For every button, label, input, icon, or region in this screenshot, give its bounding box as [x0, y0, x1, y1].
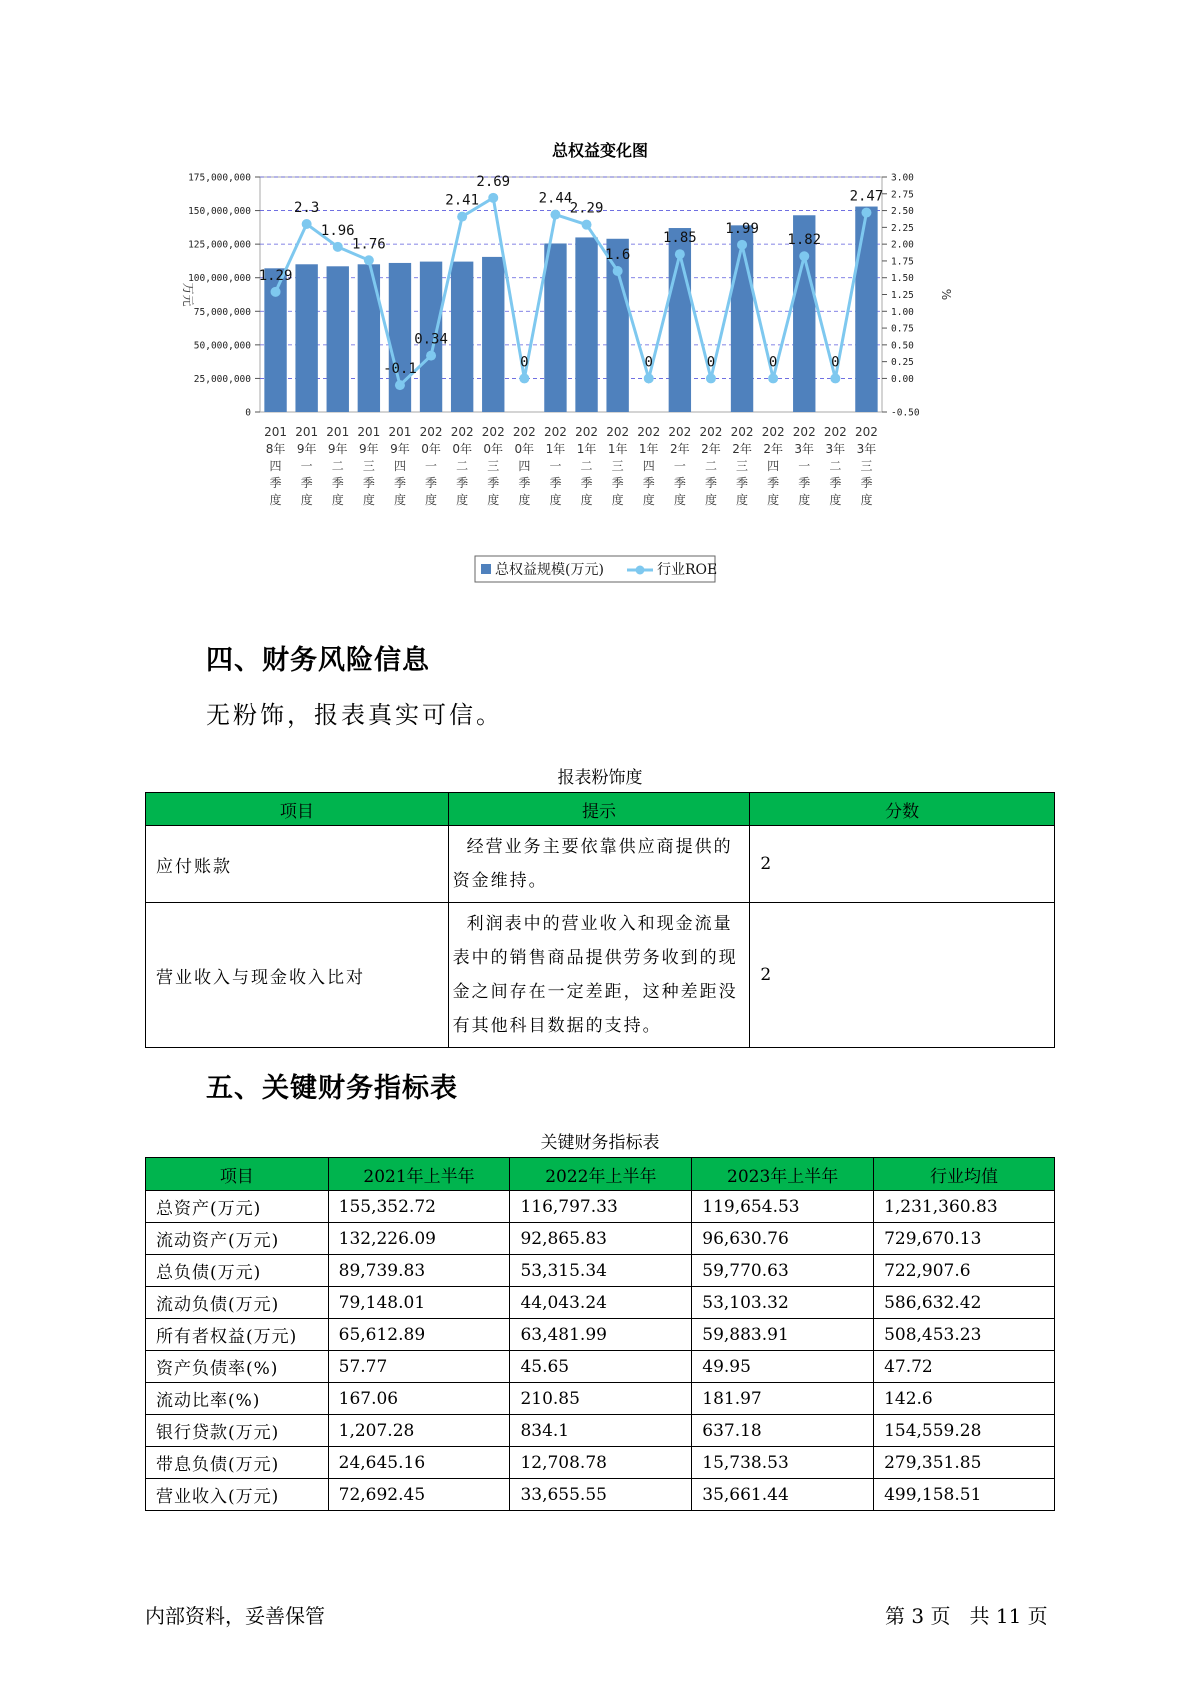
x-tick-label: 二: [580, 459, 593, 473]
kpi-value-cell: 72,692.45: [328, 1479, 510, 1511]
y-right-tick-label: 1.25: [891, 290, 914, 301]
x-tick-label: 二: [331, 459, 344, 473]
x-tick-label: 2年: [701, 442, 721, 456]
roe-data-label: 2.69: [476, 173, 511, 190]
x-tick-label: 3年: [856, 442, 877, 456]
x-tick-label: 3年: [825, 442, 846, 456]
x-tick-label: 202: [450, 425, 474, 439]
roe-point: [799, 251, 809, 261]
x-tick-label: 2年: [763, 442, 783, 456]
x-tick-label: 202: [792, 425, 816, 439]
kpi-value-cell: 89,739.83: [328, 1255, 510, 1287]
x-tick-label: 四: [269, 459, 282, 473]
roe-point: [488, 193, 498, 203]
table-header-cell: 行业均值: [874, 1158, 1055, 1191]
roe-point: [613, 266, 623, 276]
x-tick-label: 2年: [732, 442, 752, 456]
x-tick-label: 季: [580, 476, 593, 490]
x-tick-label: 三: [611, 459, 624, 473]
roe-data-label: 0.34: [414, 331, 448, 348]
roe-point: [830, 373, 840, 383]
x-tick-label: 3年: [794, 442, 815, 456]
table-row: [146, 1255, 1055, 1287]
kpi-label-cell: 所有者权益(万元): [146, 1319, 329, 1351]
table-header-cell: 2022年上半年: [510, 1158, 692, 1191]
y-right-tick-label: 2.50: [891, 206, 914, 218]
x-tick-label: 季: [487, 476, 500, 490]
x-tick-label: 9年: [327, 442, 348, 456]
x-tick-label: 二: [456, 459, 469, 473]
x-tick-label: 度: [829, 493, 842, 507]
bar: [544, 243, 566, 412]
x-tick-label: 季: [518, 476, 531, 490]
risk-score: 2: [750, 826, 1055, 903]
kpi-value-cell: 35,661.44: [692, 1479, 874, 1511]
table-row: [146, 826, 1055, 903]
kpi-value-cell: 142.6: [874, 1383, 1055, 1415]
roe-point: [644, 373, 654, 383]
table-row: [146, 1223, 1055, 1255]
table-row: [146, 1383, 1055, 1415]
kpi-value-cell: 33,655.55: [510, 1479, 692, 1511]
x-tick-label: 度: [487, 493, 500, 507]
y-right-tick-label: 3.00: [891, 172, 914, 184]
x-tick-label: 0年: [514, 442, 535, 456]
y-left-tick-label: 175,000,000: [188, 172, 251, 184]
kpi-value-cell: 508,453.23: [874, 1319, 1055, 1351]
x-tick-label: 季: [860, 476, 873, 490]
x-tick-label: 季: [549, 476, 562, 490]
roe-data-label: 2.29: [569, 200, 604, 217]
x-tick-label: 季: [456, 476, 469, 490]
x-tick-label: 202: [481, 425, 505, 439]
x-tick-label: 201: [326, 425, 350, 439]
roe-data-label: 0: [520, 354, 529, 371]
x-tick-label: 202: [668, 425, 692, 439]
x-tick-label: 季: [362, 476, 375, 490]
table-row: [146, 903, 1055, 1048]
x-tick-label: 一: [673, 459, 686, 473]
table-row: [146, 1351, 1055, 1383]
y-right-tick-label: 1.50: [891, 273, 914, 285]
y-right-tick-label: 0.25: [891, 357, 914, 369]
kpi-value-cell: 44,043.24: [510, 1287, 692, 1319]
roe-point: [768, 373, 778, 383]
x-tick-label: 季: [642, 476, 655, 490]
x-tick-label: 1年: [545, 442, 566, 456]
x-tick-label: 201: [264, 425, 288, 439]
equity-chart: [170, 140, 1020, 590]
y-left-tick-label: 25,000,000: [193, 373, 251, 385]
roe-data-label: 1.29: [258, 267, 293, 284]
x-tick-label: 2年: [670, 442, 690, 456]
kpi-value-cell: 53,103.32: [692, 1287, 874, 1319]
x-tick-label: 度: [456, 493, 469, 507]
x-tick-label: 度: [798, 493, 811, 507]
kpi-label-cell: 总资产(万元): [146, 1191, 329, 1223]
kpi-value-cell: 116,797.33: [510, 1191, 692, 1223]
kpi-label-cell: 银行贷款(万元): [146, 1415, 329, 1447]
kpi-label-cell: 资产负债率(%): [146, 1351, 329, 1383]
x-tick-label: 202: [699, 425, 723, 439]
roe-data-label: -0.1: [383, 361, 417, 378]
roe-data-label: 0: [644, 354, 653, 371]
y-right-tick-label: 2.25: [891, 222, 914, 234]
table-header-cell: 2021年上半年: [328, 1158, 510, 1191]
x-tick-label: 度: [580, 493, 593, 507]
x-tick-label: 季: [393, 476, 406, 490]
bar: [731, 225, 753, 412]
roe-data-label: 0: [768, 354, 778, 371]
bar: [295, 264, 317, 412]
kpi-value-cell: 53,315.34: [510, 1255, 692, 1287]
roe-point: [364, 255, 374, 265]
x-tick-label: 四: [767, 459, 780, 473]
roe-data-label: 2.44: [538, 190, 573, 207]
x-tick-label: 度: [549, 493, 562, 507]
kpi-value-cell: 12,708.78: [510, 1447, 692, 1479]
roe-data-label: 1.76: [351, 236, 386, 253]
x-tick-label: 季: [704, 476, 717, 490]
x-tick-label: 季: [673, 476, 686, 490]
y-right-tick-label: 0.00: [891, 373, 914, 385]
roe-data-label: 2.47: [849, 188, 884, 205]
roe-point: [737, 240, 747, 250]
roe-point: [519, 373, 529, 383]
kpi-value-cell: 63,481.99: [510, 1319, 692, 1351]
x-tick-label: 四: [393, 459, 406, 473]
y-right-tick-label: -0.50: [891, 407, 920, 419]
y-right-tick-label: 2.00: [891, 239, 914, 251]
kpi-value-cell: 65,612.89: [328, 1319, 510, 1351]
y-right-tick-label: 1.75: [891, 256, 914, 268]
risk-table: [145, 792, 1055, 1048]
x-tick-label: 季: [269, 476, 282, 490]
risk-hint: 经营业务主要依靠供应商提供的资金维持。: [448, 826, 750, 903]
roe-point: [582, 220, 592, 230]
x-tick-label: 季: [736, 476, 749, 490]
table-header-row: [146, 1158, 1055, 1191]
x-tick-label: 三: [487, 459, 500, 473]
roe-data-label: 1.99: [725, 220, 759, 237]
roe-point: [861, 208, 871, 218]
x-tick-label: 度: [704, 493, 717, 507]
roe-point: [395, 380, 405, 390]
x-tick-label: 202: [606, 425, 630, 439]
kpi-value-cell: 59,770.63: [692, 1255, 874, 1287]
table-header-cell: 分数: [750, 793, 1055, 826]
kpi-label-cell: 营业收入(万元): [146, 1479, 329, 1511]
x-tick-label: 三: [736, 459, 749, 473]
x-tick-label: 一: [300, 459, 313, 473]
y-left-axis-title: 万元: [181, 282, 195, 307]
kpi-label-cell: 流动资产(万元): [146, 1223, 329, 1255]
bar: [327, 266, 349, 412]
roe-point: [333, 242, 343, 252]
table-row: [146, 1287, 1055, 1319]
x-tick-label: 度: [642, 493, 655, 507]
x-tick-label: 季: [829, 476, 842, 490]
table-row: [146, 1191, 1055, 1223]
table-row: [146, 1415, 1055, 1447]
y-left-tick-label: 125,000,000: [188, 239, 251, 251]
risk-hint: 利润表中的营业收入和现金流量表中的销售商品提供劳务收到的现金之间存在一定差距，这种差距没有其他科目数据的支持。: [448, 903, 750, 1048]
kpi-value-cell: 45.65: [510, 1351, 692, 1383]
risk-item: 营业收入与现金收入比对: [146, 903, 449, 1048]
table-row: [146, 1319, 1055, 1351]
chart-title: 总权益变化图: [551, 141, 649, 160]
page-number: 第 3 页 共 11 页: [885, 1604, 1048, 1628]
bar: [482, 257, 504, 412]
x-tick-label: 201: [295, 425, 319, 439]
x-tick-label: 202: [419, 425, 443, 439]
x-tick-label: 度: [767, 493, 780, 507]
bar: [575, 237, 597, 412]
x-tick-label: 一: [549, 459, 562, 473]
legend-label: 行业ROE: [657, 562, 718, 578]
x-tick-label: 度: [269, 493, 282, 507]
kpi-value-cell: 586,632.42: [874, 1287, 1055, 1319]
roe-point: [457, 212, 467, 222]
kpi-value-cell: 96,630.76: [692, 1223, 874, 1255]
bar: [855, 207, 877, 412]
legend-label: 总权益规模(万元): [495, 562, 604, 578]
y-left-tick-label: 50,000,000: [193, 340, 251, 352]
kpi-value-cell: 24,645.16: [328, 1447, 510, 1479]
roe-data-label: 1.6: [605, 247, 631, 263]
roe-data-label: 1.82: [787, 232, 822, 249]
x-tick-label: 度: [518, 493, 531, 507]
x-tick-label: 度: [736, 493, 749, 507]
x-tick-label: 一: [798, 459, 811, 473]
risk-table-caption: 报表粉饰度: [557, 768, 643, 788]
x-tick-label: 9年: [390, 442, 410, 456]
x-tick-label: 二: [829, 459, 842, 473]
legend-swatch-point: [636, 566, 645, 575]
x-tick-label: 季: [767, 476, 780, 490]
kpi-table: [145, 1157, 1055, 1511]
x-tick-label: 一: [425, 459, 438, 473]
x-tick-label: 二: [704, 459, 717, 473]
table-row: [146, 1479, 1055, 1511]
x-tick-label: 季: [611, 476, 624, 490]
kpi-value-cell: 154,559.28: [874, 1415, 1055, 1447]
footer-note: 内部资料，妥善保管: [145, 1604, 325, 1628]
x-tick-label: 202: [575, 425, 599, 439]
kpi-value-cell: 119,654.53: [692, 1191, 874, 1223]
kpi-label-cell: 带息负债(万元): [146, 1447, 329, 1479]
kpi-value-cell: 1,231,360.83: [874, 1191, 1055, 1223]
table-header-row: [146, 793, 1055, 826]
bar: [605, 239, 631, 412]
roe-data-label: 0: [706, 354, 716, 371]
x-tick-label: 季: [798, 476, 811, 490]
x-tick-label: 度: [611, 493, 624, 507]
section5-heading: 五、关键财务指标表: [206, 1073, 458, 1104]
section4-heading: 四、财务风险信息: [206, 645, 430, 676]
x-tick-label: 0年: [483, 442, 504, 456]
kpi-value-cell: 59,883.91: [692, 1319, 874, 1351]
kpi-label-cell: 流动负债(万元): [146, 1287, 329, 1319]
legend-swatch-bar: [481, 564, 491, 574]
x-tick-label: 9年: [296, 442, 317, 456]
x-tick-label: 度: [673, 493, 686, 507]
x-tick-label: 季: [300, 476, 313, 490]
kpi-value-cell: 155,352.72: [328, 1191, 510, 1223]
roe-point: [550, 210, 560, 220]
y-left-tick-label: 75,000,000: [193, 306, 251, 318]
roe-point: [302, 219, 312, 229]
table-header-cell: 项目: [146, 793, 449, 826]
chart-svg: [170, 140, 1020, 590]
y-right-tick-label: 1.00: [891, 306, 914, 318]
risk-score: 2: [750, 903, 1055, 1048]
x-tick-label: 9年: [359, 442, 379, 456]
roe-data-label: 0: [831, 354, 840, 371]
table-header-cell: 提示: [448, 793, 750, 826]
x-tick-label: 202: [730, 425, 754, 439]
x-tick-label: 201: [388, 425, 412, 439]
y-left-tick-label: 0: [245, 407, 251, 419]
x-tick-label: 202: [543, 425, 567, 439]
kpi-label-cell: 总负债(万元): [146, 1255, 329, 1287]
x-tick-label: 1年: [638, 442, 659, 456]
x-tick-label: 季: [331, 476, 344, 490]
kpi-value-cell: 47.72: [874, 1351, 1055, 1383]
kpi-value-cell: 499,158.51: [874, 1479, 1055, 1511]
roe-data-label: 2.3: [294, 200, 320, 216]
kpi-value-cell: 637.18: [692, 1415, 874, 1447]
kpi-value-cell: 132,226.09: [328, 1223, 510, 1255]
roe-point: [706, 373, 716, 383]
kpi-label-cell: 流动比率(%): [146, 1383, 329, 1415]
roe-data-label: 1.96: [320, 222, 355, 239]
x-tick-label: 201: [357, 425, 381, 439]
x-tick-label: 三: [362, 459, 375, 473]
kpi-value-cell: 92,865.83: [510, 1223, 692, 1255]
roe-data-label: 1.85: [662, 230, 697, 247]
x-tick-label: 四: [642, 459, 655, 473]
x-tick-label: 202: [823, 425, 847, 439]
kpi-value-cell: 834.1: [510, 1415, 692, 1447]
kpi-value-cell: 279,351.85: [874, 1447, 1055, 1479]
kpi-value-cell: 79,148.01: [328, 1287, 510, 1319]
x-tick-label: 季: [425, 476, 438, 490]
x-tick-label: 度: [393, 493, 406, 507]
y-left-tick-label: 150,000,000: [188, 206, 251, 218]
x-tick-label: 度: [860, 493, 873, 507]
y-right-axis-title: %: [939, 288, 953, 301]
kpi-value-cell: 722,907.6: [874, 1255, 1055, 1287]
x-tick-label: 度: [425, 493, 438, 507]
section4-text: 无粉饰，报表真实可信。: [206, 701, 503, 729]
roe-point: [271, 287, 281, 297]
kpi-value-cell: 729,670.13: [874, 1223, 1055, 1255]
kpi-value-cell: 210.85: [510, 1383, 692, 1415]
x-tick-label: 0年: [421, 442, 441, 456]
x-tick-label: 度: [300, 493, 313, 507]
x-tick-label: 度: [362, 493, 375, 507]
x-tick-label: 三: [860, 459, 873, 473]
kpi-value-cell: 49.95: [692, 1351, 874, 1383]
y-left-tick-label: 100,000,000: [188, 273, 251, 285]
kpi-value-cell: 181.97: [692, 1383, 874, 1415]
x-tick-label: 202: [854, 425, 878, 439]
kpi-value-cell: 15,738.53: [692, 1447, 874, 1479]
table-header-cell: 2023年上半年: [692, 1158, 874, 1191]
y-right-tick-label: 0.50: [891, 340, 914, 352]
x-tick-label: 202: [512, 425, 536, 439]
x-tick-label: 202: [761, 425, 785, 439]
x-tick-label: 0年: [452, 442, 472, 456]
kpi-value-cell: 167.06: [328, 1383, 510, 1415]
x-tick-label: 1年: [607, 442, 628, 456]
kpi-table-caption: 关键财务指标表: [540, 1133, 660, 1153]
kpi-value-cell: 1,207.28: [328, 1415, 510, 1447]
y-right-tick-label: 2.75: [891, 189, 914, 201]
x-tick-label: 8年: [265, 442, 286, 456]
roe-point: [675, 249, 685, 259]
table-row: [146, 1447, 1055, 1479]
risk-item: 应付账款: [146, 826, 449, 903]
x-tick-label: 度: [331, 493, 344, 507]
roe-point: [426, 351, 436, 361]
table-header-cell: 项目: [146, 1158, 329, 1191]
x-tick-label: 202: [637, 425, 661, 439]
roe-data-label: 2.41: [445, 192, 480, 209]
y-right-tick-label: 0.75: [891, 323, 914, 335]
bar: [451, 262, 473, 412]
x-tick-label: 1年: [576, 442, 597, 456]
kpi-value-cell: 57.77: [328, 1351, 510, 1383]
x-tick-label: 四: [518, 459, 531, 473]
